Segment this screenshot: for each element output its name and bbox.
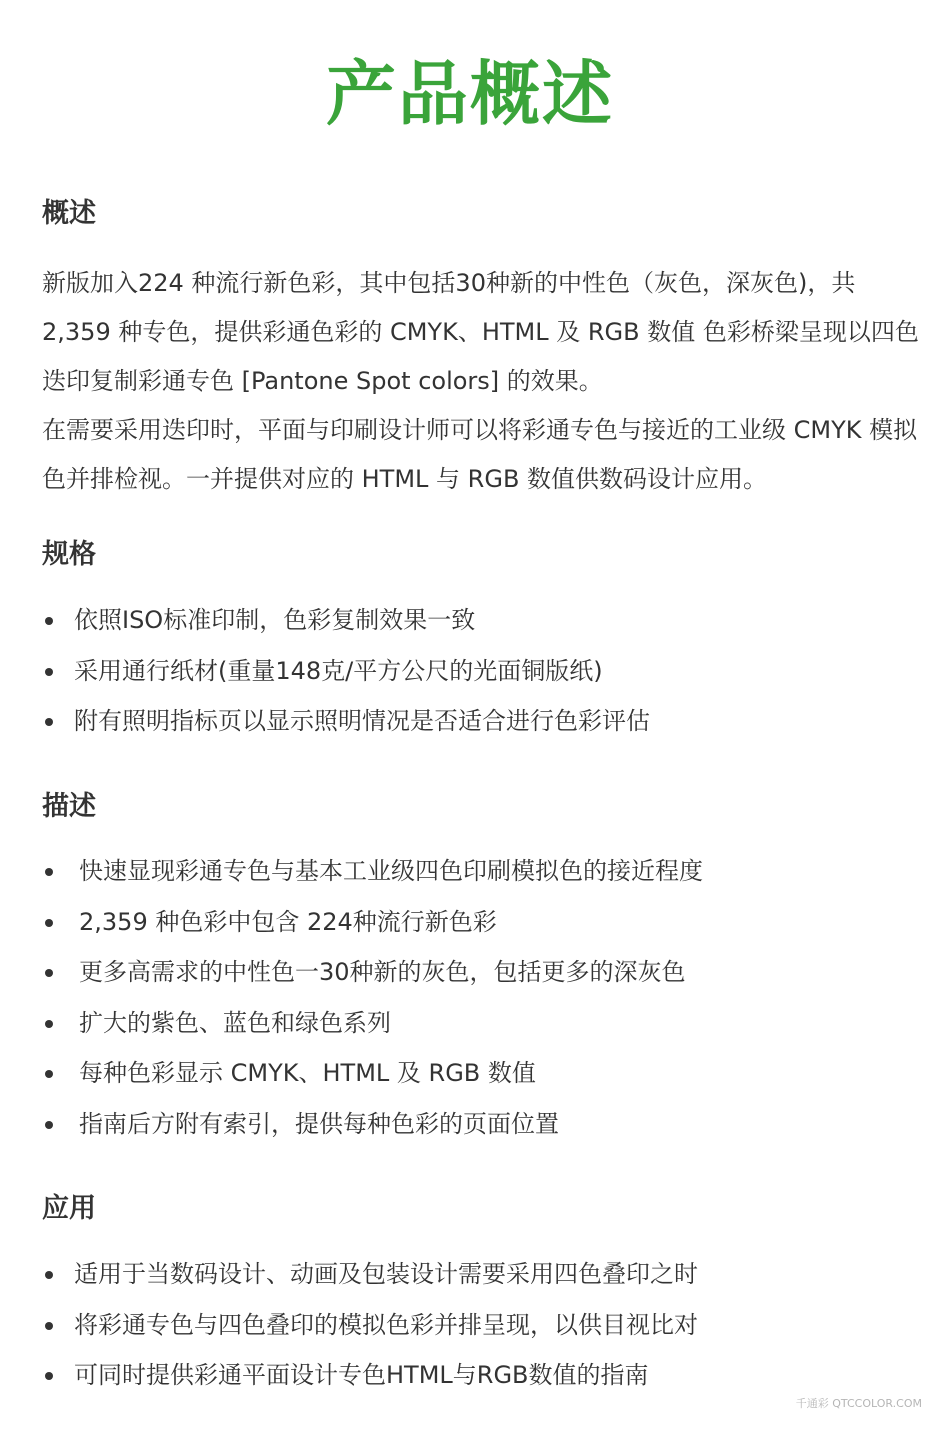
bullet-icon bbox=[45, 1372, 53, 1380]
bullet-icon bbox=[45, 668, 53, 676]
description-heading: 描述 bbox=[42, 791, 96, 822]
bullet-icon bbox=[45, 1070, 53, 1078]
list-item-text: 采用通行纸材(重量148克/平方公尺的光面铜版纸) bbox=[74, 656, 603, 685]
list-item-text: 快速显现彩通专色与基本工业级四色印刷模拟色的接近程度 bbox=[79, 857, 703, 885]
bullet-icon bbox=[45, 1020, 53, 1028]
list-item-text: 指南后方附有索引，提供每种色彩的页面位置 bbox=[79, 1109, 559, 1138]
bullet-icon bbox=[45, 718, 53, 726]
list-item-text: 更多高需求的中性色一30种新的灰色，包括更多的深灰色 bbox=[79, 958, 686, 986]
application-heading: 应用 bbox=[42, 1193, 96, 1224]
overview-heading: 概述 bbox=[42, 198, 96, 229]
list-item-text: 2,359 种色彩中包含 224种流行新色彩 bbox=[79, 907, 497, 936]
list-item-text: 将彩通专色与四色叠印的模拟色彩并排呈现，以供目视比对 bbox=[74, 1310, 698, 1339]
list-item-text: 适用于当数码设计、动画及包装设计需要采用四色叠印之时 bbox=[74, 1260, 698, 1288]
list-item-text: 依照ISO标准印制，色彩复制效果一致 bbox=[74, 606, 476, 634]
list-item-text: 可同时提供彩通平面设计专色HTML与RGB数值的指南 bbox=[74, 1361, 649, 1389]
list-item-text: 附有照明指标页以显示照明情况是否适合进行色彩评估 bbox=[74, 707, 650, 735]
overview-paragraph: 在需要采用迭印时，平面与印刷设计师可以将彩通专色与接近的工业级 CMYK 模拟色并排检视。一并提供对应的 HTML 与 RGB 数值供数码设计应用。 bbox=[42, 416, 918, 493]
bullet-icon bbox=[45, 1322, 53, 1330]
list-item-text: 每种色彩显示 CMYK、HTML 及 RGB 数值 bbox=[79, 1059, 536, 1087]
specs-heading: 规格 bbox=[42, 539, 96, 570]
bullet-icon bbox=[45, 617, 53, 625]
overview-paragraph: 新版加入224 种流行新色彩，其中包括30种新的中性色（灰色，深灰色)，共 2,359 种专色，提供彩通色彩的 CMYK、HTML 及 RGB 数值 色彩桥梁呈现以四色迭印复制彩通专色 [Pantone Spot colors] 的效果。 bbox=[42, 269, 919, 395]
overview-body bbox=[42, 259, 922, 504]
page-title: 产品概述 bbox=[326, 53, 614, 135]
list-item-text: 扩大的紫色、蓝色和绿色系列 bbox=[79, 1008, 391, 1037]
bullet-icon bbox=[45, 1271, 53, 1279]
watermark: 千通彩 QTCCOLOR.COM bbox=[795, 1397, 922, 1410]
bullet-icon bbox=[45, 868, 53, 876]
bullet-icon bbox=[45, 919, 53, 927]
bullet-icon bbox=[45, 969, 53, 977]
bullet-icon bbox=[45, 1121, 53, 1129]
